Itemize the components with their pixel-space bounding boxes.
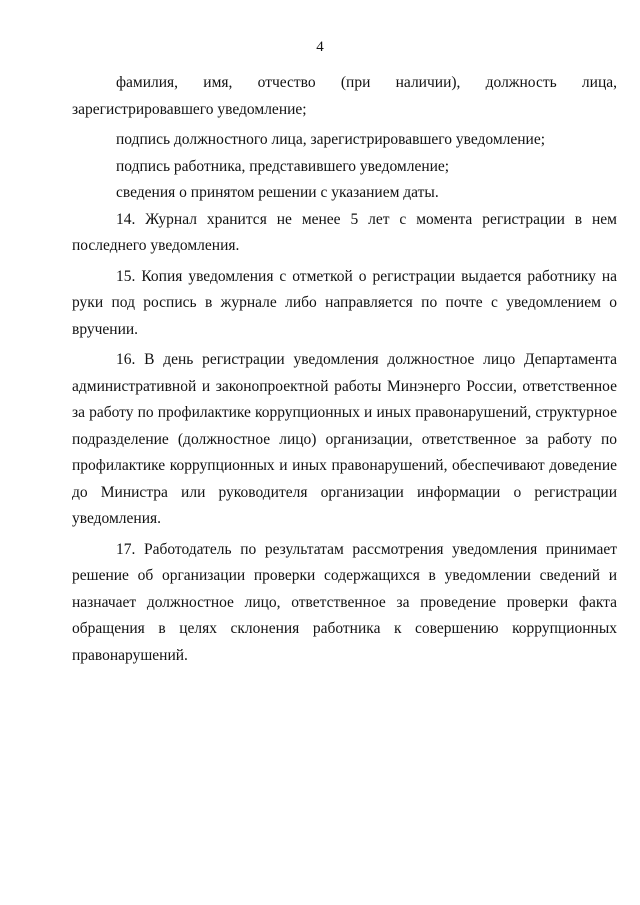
paragraph-decision-info: сведения о принятом решении с указанием даты.: [116, 184, 439, 201]
paragraph-item-14: 14. Журнал хранится не менее 5 лет с момента регистрации в нем последнего уведомления.: [72, 210, 617, 254]
paragraph-item-17: 17. Работодатель по результатам рассмотрения уведомления принимает решение об организации проверки содержащихся в уведомлении сведений и назначает должностное лицо, ответственное за проведение проверки факта обращения в целях склонения работника к совершению коррупционных правонарушений.: [72, 540, 617, 664]
paragraph-official-signature: подпись должностного лица, зарегистрировавшего уведомление;: [116, 131, 546, 148]
page-number: 4: [316, 39, 324, 55]
paragraph-item-16: 16. В день регистрации уведомления должностное лицо Департамента административной и законопроектной работы Минэнерго России, ответственное за работу по профилактике коррупционных и иных правонарушений, структурное подразделение (должностное лицо) организации, ответственное за работу по профилактике коррупционных и иных правонарушений, обеспечивают доведение до Министра или руководителя организации информации о регистрации уведомления.: [72, 351, 617, 527]
document-body: [72, 70, 617, 669]
paragraph-item-15: 15. Копия уведомления с отметкой о регистрации выдается работнику на руки под роспись в журнале либо направляется по почте с уведомлением о вручении.: [72, 267, 617, 338]
paragraph-employee-signature: подпись работника, представившего уведомление;: [116, 157, 450, 175]
paragraph-registrar-name: фамилия, имя, отчество (при наличии), должность лица, зарегистрировавшего уведомление;: [72, 74, 617, 118]
